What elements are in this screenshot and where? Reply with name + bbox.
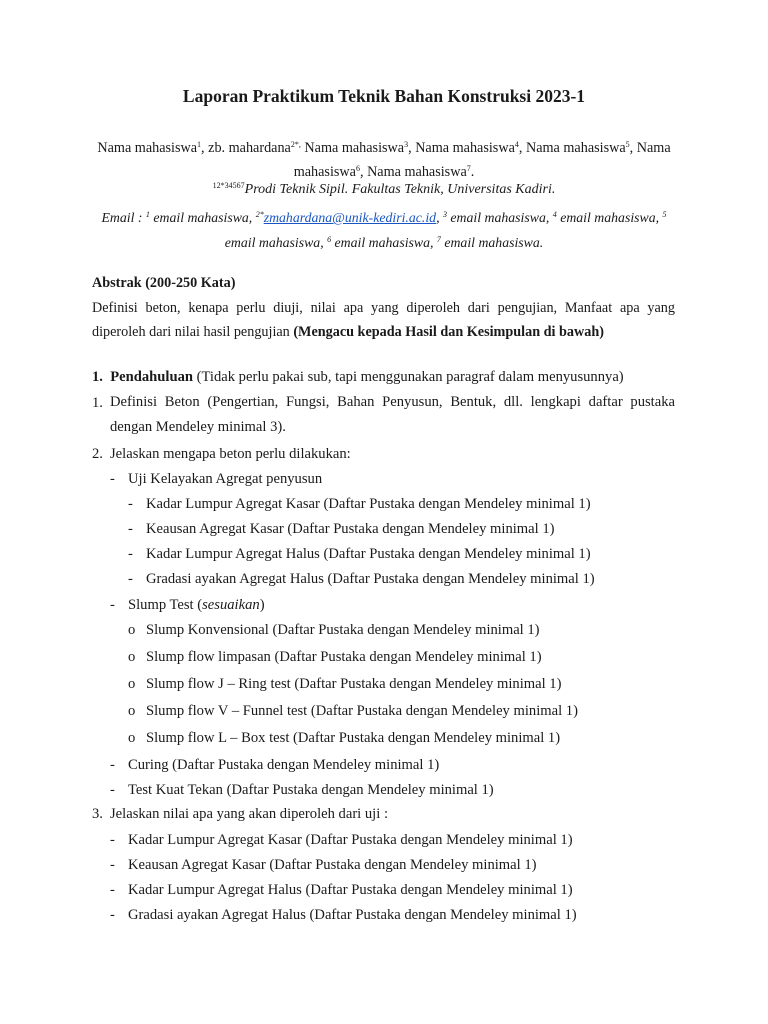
author-name: Nama mahasiswa	[97, 140, 198, 156]
list-item: Kadar Lumpur Agregat Kasar (Daftar Pustaka dengan Mendeley minimal 1)	[128, 832, 573, 848]
list-item: Uji Kelayakan Agregat penyusun	[128, 471, 323, 487]
list-marker: 1.	[92, 395, 103, 411]
affiliation: $^{12*34567}$Prodi Teknik Sipil. Fakultas Teknik, Universitas Kadiri.	[212, 181, 556, 197]
list-marker: o	[128, 676, 136, 692]
abstract-body: Definisi beton, kenapa perlu diuji, nilai apa yang diperoleh dari pengujian, Manfaat apa yang diperoleh dari nilai hasil pengujian (Mengacu kepada Hasil dan Kesimpulan di bawah)	[92, 300, 675, 340]
list-item: Gradasi ayakan Agregat Halus (Daftar Pustaka dengan Mendeley minimal 1)	[146, 571, 595, 587]
list-item: Slump flow J – Ring test (Daftar Pustaka dengan Mendeley minimal 1)	[146, 676, 562, 692]
list-item: Kadar Lumpur Agregat Kasar (Daftar Pustaka dengan Mendeley minimal 1)	[146, 496, 591, 512]
author-name: , zb. mahardana	[201, 140, 291, 156]
list-item: Kadar Lumpur Agregat Halus (Daftar Pustaka dengan Mendeley minimal 1)	[128, 882, 573, 898]
list-item: Jelaskan nilai apa yang akan diperoleh dari uji :	[110, 806, 388, 822]
list-marker: -	[110, 907, 115, 923]
email-link[interactable]: zmahardana@unik-kediri.ac.id	[263, 210, 437, 225]
list-item: Slump flow limpasan (Daftar Pustaka dengan Mendeley minimal 1)	[146, 649, 542, 665]
author-name: , Nama mahasiswa	[408, 140, 515, 156]
list-item: Gradasi ayakan Agregat Halus (Daftar Pustaka dengan Mendeley minimal 1)	[128, 907, 577, 923]
list-marker: o	[128, 649, 136, 665]
author-name: , Nama mahasiswa	[293, 140, 671, 180]
list-marker: -	[110, 832, 115, 848]
list-marker: -	[110, 782, 115, 798]
list-marker: -	[110, 882, 115, 898]
list-item: Keausan Agregat Kasar (Daftar Pustaka dengan Mendeley minimal 1)	[128, 857, 537, 873]
list-marker: o	[128, 622, 136, 638]
author-name: , Nama mahasiswa	[518, 140, 626, 156]
list-marker: 3.	[92, 806, 103, 822]
list-item: Jelaskan mengapa beton perlu dilakukan:	[110, 446, 351, 462]
list-marker: -	[128, 571, 133, 587]
email-list: Email : $^1$ email mahasiswa, $^{2*}$zmahardana@unik-kediri.ac.id, $^3$ email mahasiswa, $^4$ email mahasiswa, $^5$ email mahasiswa, $^6$ email mahasiswa, $^7$ email mahasiswa.	[101, 210, 667, 250]
list-marker: -	[128, 521, 133, 537]
list-marker: -	[128, 496, 133, 512]
list-marker: -	[110, 857, 115, 873]
author-name: , Nama mahasiswa	[359, 164, 467, 180]
list-marker: o	[128, 703, 136, 719]
list-item: Keausan Agregat Kasar (Daftar Pustaka dengan Mendeley minimal 1)	[146, 521, 555, 537]
list-marker: 2.	[92, 446, 103, 462]
list-marker: -	[110, 597, 115, 613]
list-item: Slump Test (sesuaikan)	[128, 597, 265, 613]
list-marker: -	[128, 546, 133, 562]
list-item: Kadar Lumpur Agregat Halus (Daftar Pustaka dengan Mendeley minimal 1)	[146, 546, 591, 562]
list-marker: o	[128, 730, 136, 746]
author-list: Nama mahasiswa$^1$, zb. mahardana$^{2*,}$ Nama mahasiswa$^3$, Nama mahasiswa$^4$, Nama mahasiswa$^5$, Nama mahasiswa$^6$, Nama mahasiswa$^7$.	[97, 140, 671, 180]
list-item: Test Kuat Tekan (Daftar Pustaka dengan Mendeley minimal 1)	[128, 782, 494, 798]
list-item: Slump Konvensional (Daftar Pustaka dengan Mendeley minimal 1)	[146, 622, 540, 638]
list-item: Slump flow V – Funnel test (Daftar Pustaka dengan Mendeley minimal 1)	[146, 703, 578, 719]
section-heading: 1. Pendahuluan (Tidak perlu pakai sub, tapi menggunakan paragraf dalam menyusunnya)	[92, 369, 624, 385]
list-marker: -	[110, 471, 115, 487]
list-item: Slump flow L – Box test (Daftar Pustaka dengan Mendeley minimal 1)	[146, 730, 561, 746]
page-title: Laporan Praktikum Teknik Bahan Konstruksi 2023-1	[182, 86, 586, 106]
list-item: Definisi Beton (Pengertian, Fungsi, Bahan Penyusun, Bentuk, dll. lengkapi daftar pustaka dengan Mendeley minimal 3).	[110, 394, 675, 435]
list-item: Curing (Daftar Pustaka dengan Mendeley minimal 1)	[128, 757, 440, 773]
author-name: Nama mahasiswa	[300, 140, 405, 156]
abstract-heading: Abstrak (200-250 Kata)	[92, 275, 236, 291]
list-marker: -	[110, 757, 115, 773]
